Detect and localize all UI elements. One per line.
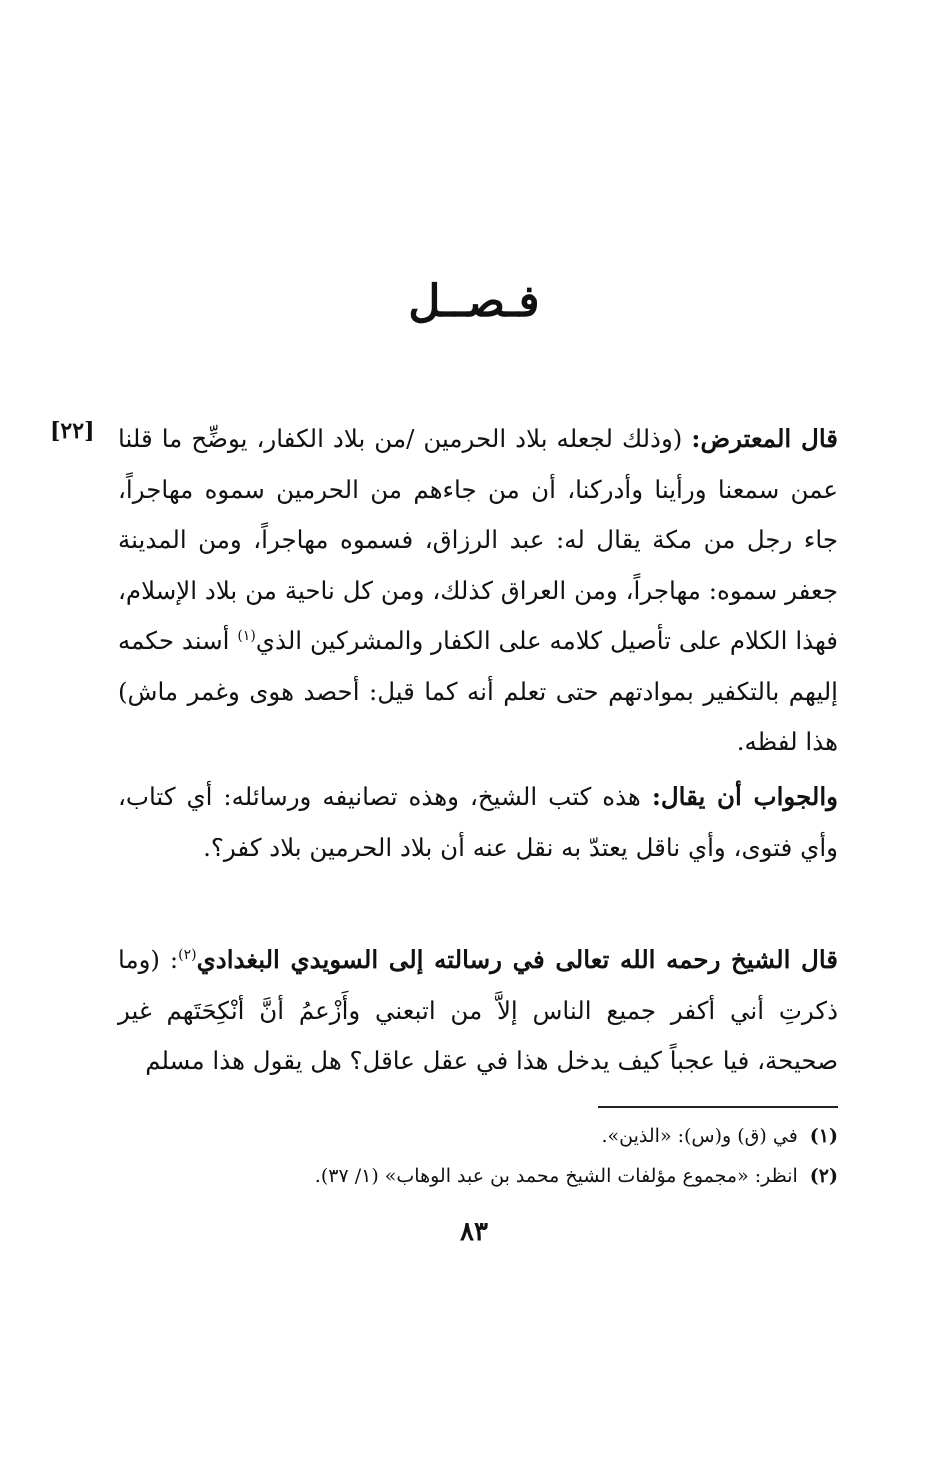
paragraph-text: (وما ذكرتِ أني أكفر جميع الناس إلاَّ من اتبعني وأَزْعمُ أنَّ أنْكِحَتَهم غير صحيحة، فيا عجباً كيف يدخل هذا في عقل عاقل؟ هل يقول هذا مسلم xyxy=(118,945,838,1075)
paragraph-answer xyxy=(118,772,838,873)
paragraph-objection xyxy=(118,414,838,768)
page-number: ٨٣ xyxy=(460,1217,488,1247)
section-heading: فـصــل xyxy=(408,276,540,327)
paragraph-quote xyxy=(118,935,838,1087)
footnote-marker: (٢) xyxy=(178,946,197,963)
paragraph-lead: قال الشيخ رحمه الله تعالى في رسالته إلى السويدي البغدادي xyxy=(196,945,838,974)
footnote-item xyxy=(118,1156,838,1196)
paragraph-text-continued: أسند حكمه إليهم بالتكفير بموادتهم حتى تعلم أنه كما قيل: أحصد هوى وغمر ماش) هذا لفظه. xyxy=(118,626,838,756)
paragraph-text: (وذلك لجعله بلاد الحرمين /من بلاد الكفار، يوضِّح ما قلنا عمن سمعنا ورأينا وأدركنا، أن من جاءهم من الحرمين سموه مهاجراً، جاء رجل من مكة يقال له: عبد الرزاق، فسموه مهاجراً، ومن المدينة جعفر سموه: مهاجراً، ومن العراق كذلك، ومن كل ناحية من بلاد الإسلام، فهذا الكلام على تأصيل كلامه على الكفار والمشركين الذي xyxy=(118,424,838,655)
footnote-text: في (ق) و(س): «الذين». xyxy=(601,1125,798,1147)
margin-page-reference: [٢٢] xyxy=(50,418,95,444)
footnote-marker: (١) xyxy=(237,627,256,644)
footnotes xyxy=(118,1116,838,1196)
paragraph-lead: والجواب أن يقال: xyxy=(651,782,838,811)
lead-colon: : xyxy=(169,945,179,974)
footnote-number: (٢) xyxy=(809,1165,838,1187)
footnote-text: انظر: «مجموع مؤلفات الشيخ محمد بن عبد الوهاب» (١/ ٣٧). xyxy=(314,1165,798,1187)
footnote-item xyxy=(118,1116,838,1156)
footnote-divider xyxy=(598,1106,838,1108)
paragraph-text: هذه كتب الشيخ، وهذه تصانيفه ورسائله: أي كتاب، وأي فتوى، وأي ناقل يعتدّ به نقل عنه أن بلاد الحرمين بلاد كفر؟. xyxy=(118,782,838,862)
footnote-number: (١) xyxy=(809,1125,838,1147)
paragraph-lead: قال المعترض: xyxy=(691,424,838,453)
